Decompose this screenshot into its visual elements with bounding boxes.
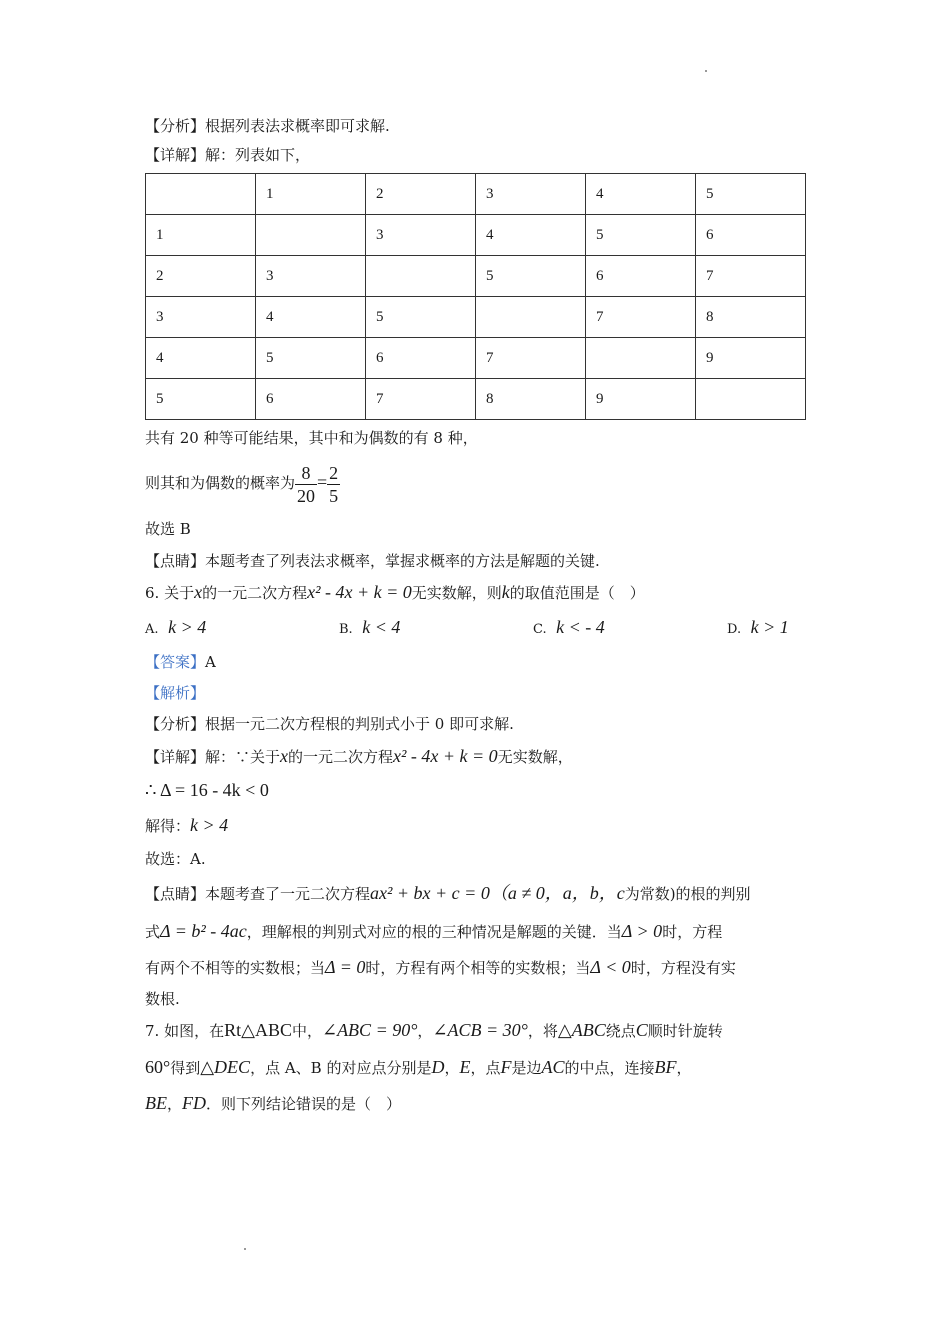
table-row	[146, 338, 806, 379]
frac-den: 5	[329, 485, 339, 506]
jiexi-label: 【解析】	[145, 684, 206, 702]
q7-text: ，	[444, 1059, 460, 1077]
table-cell	[256, 215, 366, 256]
q6-tail: 的取值范围是（ ）	[509, 584, 645, 602]
table-cell	[146, 174, 256, 215]
q7-text: ，点	[470, 1059, 501, 1077]
detail2-suffix: 无实数解，	[497, 748, 573, 766]
q7-angle-abc: ∠ABC = 90°	[321, 1020, 418, 1040]
table-cell: 6	[256, 379, 366, 420]
detail-1: 【详解】解：列表如下，	[145, 146, 311, 164]
table-row	[146, 174, 806, 215]
answer-label: 【答案】	[145, 653, 206, 671]
q7-segment-bf: BF	[654, 1057, 677, 1077]
table-cell	[476, 297, 586, 338]
q6-prefix: 6. 关于	[145, 584, 195, 602]
prob-prefix: 则其和为偶数的概率为	[145, 474, 296, 492]
var-k: k	[501, 582, 510, 602]
c2-discriminant: Δ = b² - 4ac	[160, 921, 247, 941]
q7-point-c: C	[635, 1020, 648, 1040]
comment-2-line-2	[145, 920, 722, 943]
frac-num: 2	[329, 462, 339, 483]
table-cell: 5	[586, 215, 696, 256]
c2-condition: （a ≠ 0，a，b，c	[489, 883, 625, 903]
choose-b: 故选 B	[145, 520, 191, 538]
q7-text: ，	[417, 1022, 433, 1040]
comment-2-line-4: 数根.	[145, 990, 180, 1008]
option-c	[533, 617, 605, 638]
option-text: k < - 4	[556, 617, 605, 637]
q7-text: 绕点	[605, 1022, 636, 1040]
question-6	[145, 581, 645, 604]
q7-degree: 60°	[145, 1057, 171, 1077]
question-7-line-1	[145, 1019, 723, 1042]
table-cell: 3	[476, 174, 586, 215]
option-label: D.	[727, 622, 742, 637]
detail2-mid: 的一元二次方程	[288, 748, 394, 766]
solve-line	[145, 814, 228, 837]
table-cell: 9	[586, 379, 696, 420]
q7-point-e: E	[459, 1057, 471, 1077]
table-cell: 5	[146, 379, 256, 420]
option-label: B.	[339, 622, 353, 637]
table-cell: 2	[146, 256, 256, 297]
table-cell: 9	[696, 338, 806, 379]
table-cell: 5	[476, 256, 586, 297]
table-cell: 4	[146, 338, 256, 379]
answer-value: A	[205, 653, 216, 671]
table-row	[146, 215, 806, 256]
table-row	[146, 379, 806, 420]
table-cell: 6	[366, 338, 476, 379]
q7-text: ，点 A、B 的对应点分别是	[250, 1059, 432, 1077]
table-cell	[586, 338, 696, 379]
therefore-line: ∴ Δ = 16 - 4k < 0	[145, 780, 269, 800]
table-cell: 1	[146, 215, 256, 256]
q7-text: 的中点，连接	[564, 1059, 655, 1077]
table-row	[146, 256, 806, 297]
q7-segment-ac: AC	[541, 1057, 565, 1077]
comment-1: 【点睛】本题考查了列表法求概率，掌握求概率的方法是解题的关键.	[145, 552, 600, 570]
scan-dot	[244, 1248, 246, 1250]
option-label: A.	[145, 622, 159, 637]
table-cell: 5	[696, 174, 806, 215]
equals-sign: =	[317, 472, 328, 492]
fraction-8-20	[295, 462, 317, 507]
probability-line	[145, 458, 340, 507]
q7-text: ，	[676, 1059, 692, 1077]
solve-value: k > 4	[190, 815, 229, 835]
table-cell: 7	[696, 256, 806, 297]
answer-line	[145, 651, 216, 673]
q7-segment-be: BE	[145, 1093, 167, 1113]
table-cell: 3	[256, 256, 366, 297]
table-cell: 7	[366, 379, 476, 420]
c2-l2-prefix: 式	[145, 923, 161, 941]
c2-cond-negative: Δ < 0	[590, 957, 631, 977]
table-cell: 6	[696, 215, 806, 256]
option-text: k > 4	[168, 617, 207, 637]
c2-l2-mid: ，理解根的判别式对应的根的三种情况是解题的关键．当	[246, 923, 622, 941]
analysis-1: 【分析】根据列表法求概率即可求解.	[145, 117, 390, 135]
comment-2-line-1	[145, 882, 751, 905]
option-text: k > 1	[750, 617, 789, 637]
q7-text: 是边	[511, 1059, 542, 1077]
table-cell: 8	[476, 379, 586, 420]
var-x: x	[194, 582, 203, 602]
q6-equation: x² - 4x + k = 0	[307, 582, 412, 602]
comment-2-line-3	[145, 956, 736, 979]
q6-mid: 的一元二次方程	[202, 584, 308, 602]
table-cell: 3	[366, 215, 476, 256]
c2-cond-zero: Δ = 0	[325, 957, 366, 977]
result-line: 共有 20 种等可能结果，其中和为偶数的有 8 种，	[145, 429, 478, 447]
choose-a: 故选：A.	[145, 850, 206, 868]
c2-l3-suffix: 时，方程没有实	[630, 959, 736, 977]
q7-point-d: D	[431, 1057, 445, 1077]
table-cell: 7	[476, 338, 586, 379]
q7-point-f: F	[500, 1057, 512, 1077]
sum-table	[145, 173, 806, 420]
q7-angle-acb: ∠ACB = 30°	[432, 1020, 528, 1040]
table-cell: 4	[476, 215, 586, 256]
table-cell	[696, 379, 806, 420]
c2-l3-prefix: 有两个不相等的实数根；当	[145, 959, 326, 977]
q7-prefix: 7. 如图，在	[145, 1022, 225, 1040]
question-7-line-3	[145, 1092, 401, 1115]
q7-triangle-dec: △DEC	[200, 1057, 251, 1077]
table-cell: 4	[586, 174, 696, 215]
c2-cond-positive: Δ > 0	[621, 921, 663, 941]
option-text: k < 4	[362, 617, 401, 637]
q7-text: 得到	[170, 1059, 201, 1077]
q7-text: 中，	[291, 1022, 322, 1040]
table-cell: 2	[366, 174, 476, 215]
c2-l1-suffix: 为常数)的根的判别	[624, 885, 751, 903]
table-row	[146, 297, 806, 338]
table-cell	[366, 256, 476, 297]
c2-equation: ax² + bx + c = 0	[370, 883, 490, 903]
table-cell: 1	[256, 174, 366, 215]
fraction-2-5	[327, 462, 340, 507]
table-cell: 7	[586, 297, 696, 338]
q6-suffix: 无实数解，则	[411, 584, 502, 602]
c2-l2-suffix: 时，方程	[662, 923, 723, 941]
table-cell: 5	[256, 338, 366, 379]
var-x: x	[280, 746, 289, 766]
table-cell: 3	[146, 297, 256, 338]
q7-text: ．则下列结论错误的是（ ）	[206, 1095, 402, 1113]
table-cell: 4	[256, 297, 366, 338]
c2-l1-prefix: 【点睛】本题考查了一元二次方程	[145, 885, 371, 903]
q7-text: ，将	[527, 1022, 558, 1040]
detail2-prefix: 【详解】解：∵关于	[145, 748, 281, 766]
frac-den: 20	[297, 485, 316, 506]
detail-2	[145, 745, 573, 768]
table-cell: 5	[366, 297, 476, 338]
q7-triangle-abc: △ABC	[557, 1020, 606, 1040]
q7-text: ，	[167, 1095, 183, 1113]
detail2-equation: x² - 4x + k = 0	[393, 746, 498, 766]
q7-segment-fd: FD	[182, 1093, 207, 1113]
q7-text: 顺时针旋转	[647, 1022, 723, 1040]
analysis-2: 【分析】根据一元二次方程根的判别式小于 0 即可求解.	[145, 715, 514, 733]
scan-dot	[705, 70, 707, 72]
solve-prefix: 解得：	[145, 817, 191, 835]
q7-right-triangle: Rt△ABC	[224, 1020, 292, 1040]
option-d	[727, 617, 789, 638]
table-cell: 6	[586, 256, 696, 297]
frac-num: 8	[295, 462, 317, 485]
c2-l3-mid: 时，方程有两个相等的实数根；当	[365, 959, 591, 977]
option-b	[339, 617, 400, 638]
table-cell: 8	[696, 297, 806, 338]
question-7-line-2	[145, 1056, 692, 1079]
option-a	[145, 617, 206, 638]
option-label: C.	[533, 622, 547, 637]
